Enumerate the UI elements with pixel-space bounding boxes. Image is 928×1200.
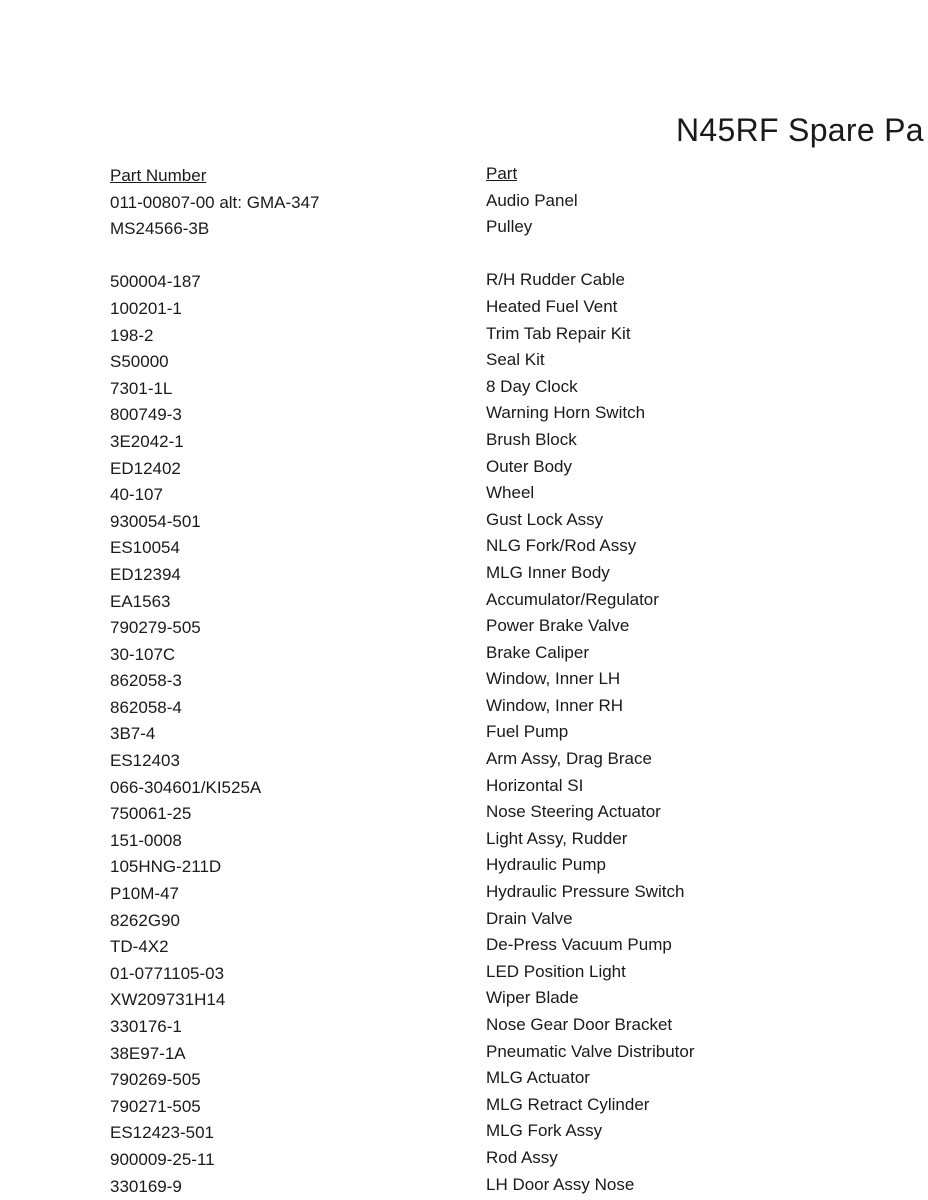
- part-number-cell: ES12423-501: [110, 1123, 214, 1143]
- part-name-cell: Horizontal SI: [486, 775, 584, 795]
- part-number-cell: MS24566-3B: [110, 219, 210, 239]
- part-name-cell: Pulley: [486, 217, 533, 237]
- part-number-cell: 30-107C: [110, 644, 176, 664]
- part-number-cell: 100201-1: [110, 298, 182, 318]
- part-name-cell: Drain Valve: [486, 908, 573, 928]
- part-number-cell: 40-107: [110, 485, 163, 505]
- part-number-cell: ES10054: [110, 538, 180, 558]
- part-name-cell: NLG Fork/Rod Assy: [486, 536, 637, 556]
- part-column: [486, 161, 916, 1198]
- part-number-cell: 3B7-4: [110, 724, 156, 744]
- part-name-cell: MLG Inner Body: [486, 562, 610, 582]
- part-name-cell: MLG Retract Cylinder: [486, 1094, 650, 1114]
- part-name-cell: Window, Inner LH: [486, 669, 621, 689]
- part-number-cell: S50000: [110, 352, 169, 372]
- part-name-cell: Seal Kit: [486, 350, 545, 370]
- part-number-cell: 900009-25-11: [110, 1149, 215, 1169]
- part-name-cell: Gust Lock Assy: [486, 509, 604, 529]
- part-name-cell: Audio Panel: [486, 190, 578, 210]
- part-name-cell: Hydraulic Pressure Switch: [486, 882, 685, 902]
- part-name-cell: Nose Steering Actuator: [486, 802, 661, 822]
- part-number-cell: 930054-501: [110, 511, 201, 531]
- part-name-cell: Rod Assy: [486, 1147, 558, 1167]
- part-name-cell: R/H Rudder Cable: [486, 270, 625, 290]
- part-list: [486, 188, 916, 1199]
- part-name-cell: Fuel Pump: [486, 722, 569, 742]
- part-name-cell: Trim Tab Repair Kit: [486, 323, 631, 343]
- part-name-cell: Warning Horn Switch: [486, 403, 646, 423]
- part-number-cell: [110, 243, 440, 270]
- part-number-cell: 500004-187: [110, 272, 201, 292]
- part-name-cell: Wiper Blade: [486, 988, 579, 1008]
- part-number-list: [110, 190, 440, 1200]
- part-name-cell: MLG Actuator: [486, 1068, 590, 1088]
- part-name-cell: Window, Inner RH: [486, 695, 623, 715]
- part-number-cell: ES12403: [110, 751, 180, 771]
- part-name-cell: [486, 241, 916, 268]
- part-number-cell: ED12402: [110, 458, 181, 478]
- part-name-cell: Power Brake Valve: [486, 616, 630, 636]
- part-number-cell: XW209731H14: [110, 990, 226, 1010]
- part-header: Part: [486, 164, 518, 183]
- part-number-cell: 330169-9: [110, 1176, 182, 1196]
- part-name-cell: De-Press Vacuum Pump: [486, 935, 672, 955]
- part-number-cell: 750061-25: [110, 804, 192, 824]
- part-number-cell: 3E2042-1: [110, 431, 184, 451]
- part-number-cell: 790271-505: [110, 1096, 201, 1116]
- part-name-cell: Wheel: [486, 483, 535, 503]
- part-number-cell: 38E97-1A: [110, 1043, 186, 1063]
- part-name-cell: Nose Gear Door Bracket: [486, 1015, 673, 1034]
- part-number-cell: 01-0771105-03: [110, 963, 225, 983]
- part-name-cell: Heated Fuel Vent: [486, 296, 618, 316]
- part-number-cell: 790269-505: [110, 1070, 201, 1090]
- part-name-cell: Light Assy, Rudder: [486, 828, 628, 848]
- part-name-cell: 8 Day Clock: [486, 376, 578, 396]
- part-number-cell: 011-00807-00 alt: GMA-347: [110, 192, 320, 212]
- part-number-cell: 7301-1L: [110, 378, 173, 398]
- part-name-cell: Outer Body: [486, 456, 572, 476]
- part-number-cell: 105HNG-211D: [110, 857, 222, 877]
- part-name-cell: Arm Assy, Drag Brace: [486, 749, 652, 769]
- part-number-cell: ED12394: [110, 564, 181, 584]
- part-number-cell: 151-0008: [110, 830, 182, 850]
- part-number-cell: 790279-505: [110, 618, 201, 638]
- part-number-cell: TD-4X2: [110, 937, 169, 957]
- part-name-cell: MLG Fork Assy: [486, 1121, 603, 1141]
- part-number-cell: 198-2: [110, 325, 154, 345]
- part-number-cell: 330176-1: [110, 1017, 182, 1036]
- part-name-cell: Accumulator/Regulator: [486, 589, 659, 609]
- part-number-cell: EA1563: [110, 591, 171, 611]
- part-number-header: Part Number: [110, 166, 207, 185]
- part-number-cell: 862058-4: [110, 697, 182, 717]
- part-number-cell: 862058-3: [110, 671, 182, 691]
- part-name-cell: LED Position Light: [486, 961, 626, 981]
- part-number-cell: 8262G90: [110, 910, 180, 930]
- part-number-cell: P10M-47: [110, 884, 179, 904]
- part-number-cell: 800749-3: [110, 405, 182, 425]
- part-name-cell: Brush Block: [486, 429, 577, 449]
- part-number-column: [110, 163, 440, 1200]
- part-number-cell: 066-304601/KI525A: [110, 777, 262, 797]
- part-name-cell: LH Door Assy Nose: [486, 1174, 635, 1194]
- part-name-cell: Pneumatic Valve Distributor: [486, 1041, 695, 1061]
- page-title: N45RF Spare Pa: [676, 112, 924, 148]
- part-name-cell: Hydraulic Pump: [486, 855, 606, 875]
- part-name-cell: Brake Caliper: [486, 642, 589, 662]
